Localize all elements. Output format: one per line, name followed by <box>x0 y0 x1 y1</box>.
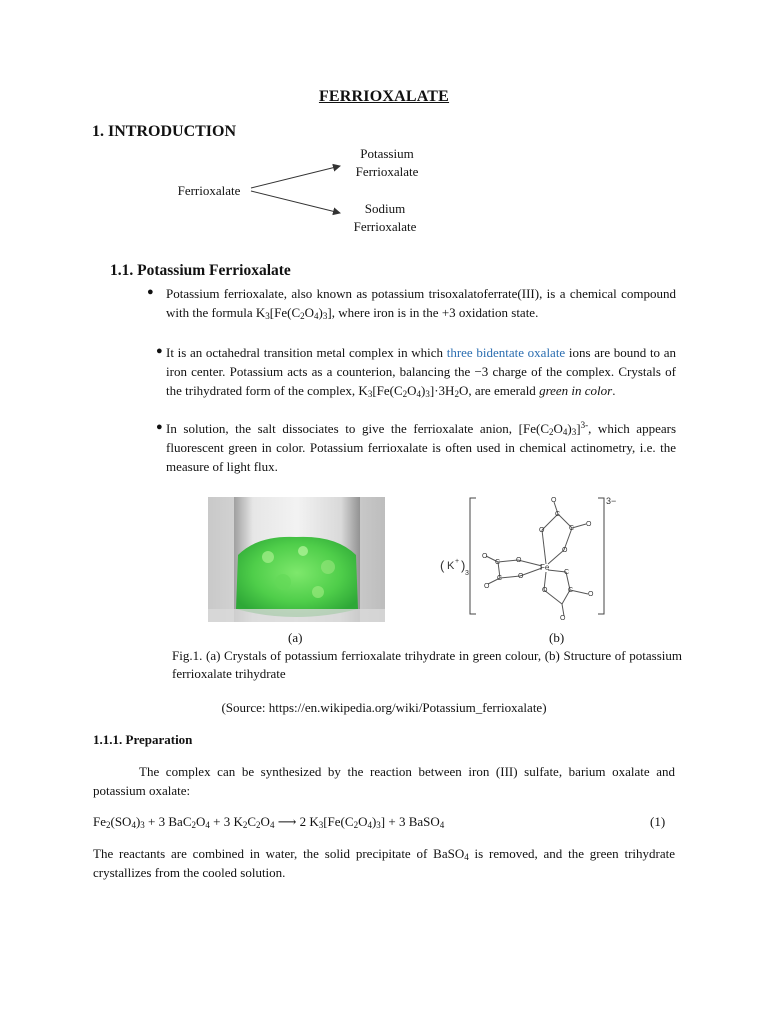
cation-open-paren: ( <box>440 558 445 573</box>
atom-labels <box>482 497 594 622</box>
figure-label-b: (b) <box>549 630 565 645</box>
cation-label: K <box>447 560 455 572</box>
cation-charge: + <box>455 558 460 565</box>
carbon-atom-label: C <box>555 511 561 518</box>
bullet-item-3: In solution, the salt dissociates to give the ferrioxalate anion, $[Fe(C_2O_4)_3]^{3-}$, which appears fluorescent green in color. Potassium ferrioxalate is often used in chemical actinometry, i.e. the measure of light flux. <box>166 420 676 474</box>
oxygen-atom-label: O <box>586 521 592 528</box>
preparation-paragraph: The complex can be synthesized by the reaction between iron (III) sulfate, barium oxalate and potassium oxalate: <box>93 764 675 798</box>
oxygen-atom-label: O <box>542 587 548 594</box>
oxygen-atom-label: O <box>562 547 568 554</box>
diagram-arrows <box>0 0 768 260</box>
bullet-marker: ● <box>156 345 163 357</box>
bullet-marker: ● <box>147 286 154 298</box>
oxalate-link[interactable]: three bidentate oxalate <box>446 345 566 360</box>
right-bracket <box>598 498 604 614</box>
charge-label: 3− <box>606 496 617 506</box>
iron-atom-label: Fe <box>540 563 550 572</box>
oxygen-atom-label: O <box>539 527 545 534</box>
section-heading-potassium-ferrioxalate: 1.1. Potassium Ferrioxalate <box>110 262 291 279</box>
oxygen-atom-label: O <box>560 615 566 622</box>
carbon-atom-label: C <box>495 559 501 566</box>
cation-count: 3 <box>465 570 469 577</box>
reaction-equation: $Fe_2(SO_4)_3 + 3$ $BaC_2O_4 + 3$ $K_2C_2O_4$ ⟶ 2 $K_3[Fe(C_2O_4)_3] + 3$ BaSO$_4$ <box>93 814 445 830</box>
final-paragraph: The reactants are combined in water, the solid precipitate of BaSO$_4$ is removed, and the green trihydrate crystallizes from the cooled solution. <box>93 846 675 880</box>
arrow-to-potassium <box>251 166 340 188</box>
figure-label-a: (a) <box>288 630 303 645</box>
crystal-photo <box>208 497 385 622</box>
diagram-branch-sodium-line1: Sodium <box>364 201 406 216</box>
diagram-branch-potassium-line1: Potassium <box>360 146 414 161</box>
oxygen-atom-label: O <box>484 583 490 590</box>
diagram-root-label: Ferrioxalate <box>177 183 241 198</box>
oxygen-atom-label: O <box>588 591 594 598</box>
left-bracket <box>470 498 476 614</box>
structure-diagram <box>438 490 638 622</box>
carbon-atom-label: C <box>497 575 503 582</box>
carbon-atom-label: C <box>569 525 575 532</box>
section-heading-preparation: 1.1.1. Preparation <box>93 732 193 747</box>
bond-lines <box>486 502 588 616</box>
diagram-branch-sodium-line2: Ferrioxalate <box>353 219 417 234</box>
oxygen-atom-label: O <box>518 573 524 580</box>
bullet-item-1: Potassium ferrioxalate, also known as potassium trisoxalatoferrate(III), is a chemical compound with the formula $K_3[Fe(C_2O_4)_3]$, where iron is in the +3 oxidation state. <box>166 286 676 321</box>
carbon-atom-label: C <box>568 587 574 594</box>
arrow-to-sodium <box>251 191 340 213</box>
oxygen-atom-label: O <box>516 557 522 564</box>
oxygen-atom-label: O <box>551 497 557 504</box>
section-heading-introduction: 1. INTRODUCTION <box>92 123 237 140</box>
document-title: FERRIOXALATE <box>318 88 450 105</box>
oxygen-atom-label: O <box>482 553 488 560</box>
equation-number: (1) <box>650 814 666 829</box>
diagram-branch-potassium-line2: Ferrioxalate <box>355 164 419 179</box>
bullet-marker: ● <box>156 421 163 433</box>
figure-source: (Source: https://en.wikipedia.org/wiki/Potassium_ferrioxalate) <box>221 700 547 715</box>
carbon-atom-label: C <box>564 569 570 576</box>
cation-close-paren: ) <box>461 558 466 573</box>
bullet-item-2: It is an octahedral transition metal complex in which three bidentate oxalate ions are bound to an iron center. Potassium acts as a counterion, balancing the −3 charge of the complex. Crystals of the trihydrated form of the complex, $K_3[Fe(C_2O_4)_3]\cdot 3H_2O$, are emerald green in color. <box>166 345 676 399</box>
figure-caption: Fig.1. (a) Crystals of potassium ferrioxalate trihydrate in green colour, (b) Structure of potassium ferrioxalate trihydrate <box>172 648 682 681</box>
